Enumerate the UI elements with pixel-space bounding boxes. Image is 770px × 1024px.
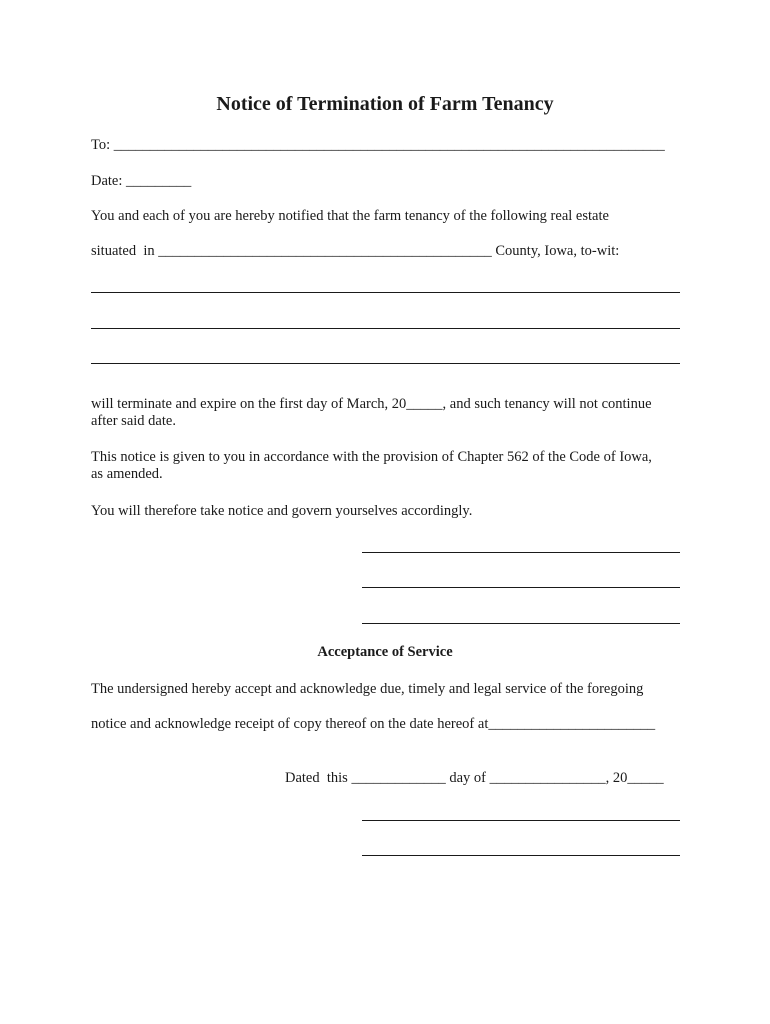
dated-line: Dated this _____________ day of ________________, 20_____ xyxy=(285,770,664,786)
notice-text-line-2: situated in ______________________________________________ County, Iowa, to-wit: xyxy=(91,243,620,259)
signature-line-1 xyxy=(362,552,680,553)
notice-text-line-1: You and each of you are hereby notified that the farm tenancy of the following real estate xyxy=(91,208,609,224)
acceptance-text-line-1: The undersigned hereby accept and acknowledge due, timely and legal service of the foregoing xyxy=(91,681,644,697)
property-description-line-3 xyxy=(91,363,680,364)
terminate-text-line-2: after said date. xyxy=(91,413,176,429)
to-line: To: ____________________________________________________________________________ xyxy=(91,137,665,153)
document-title: Notice of Termination of Farm Tenancy xyxy=(216,93,554,115)
property-description-line-1 xyxy=(91,292,680,293)
terminate-text-line-1: will terminate and expire on the first day of March, 20_____, and such tenancy will not continue xyxy=(91,396,652,412)
date-line: Date: _________ xyxy=(91,173,192,189)
acceptance-signature-line-1 xyxy=(362,820,680,821)
acceptance-signature-line-2 xyxy=(362,855,680,856)
signature-line-3 xyxy=(362,623,680,624)
acceptance-heading: Acceptance of Service xyxy=(317,644,453,660)
govern-text-line: You will therefore take notice and govern yourselves accordingly. xyxy=(91,503,473,519)
acceptance-text-line-2: notice and acknowledge receipt of copy thereof on the date hereof at_______________________ xyxy=(91,716,656,732)
chapter-text-line-2: as amended. xyxy=(91,466,163,482)
signature-line-2 xyxy=(362,587,680,588)
chapter-text-line-1: This notice is given to you in accordance with the provision of Chapter 562 of the Code of Iowa, xyxy=(91,449,652,465)
property-description-line-2 xyxy=(91,328,680,329)
